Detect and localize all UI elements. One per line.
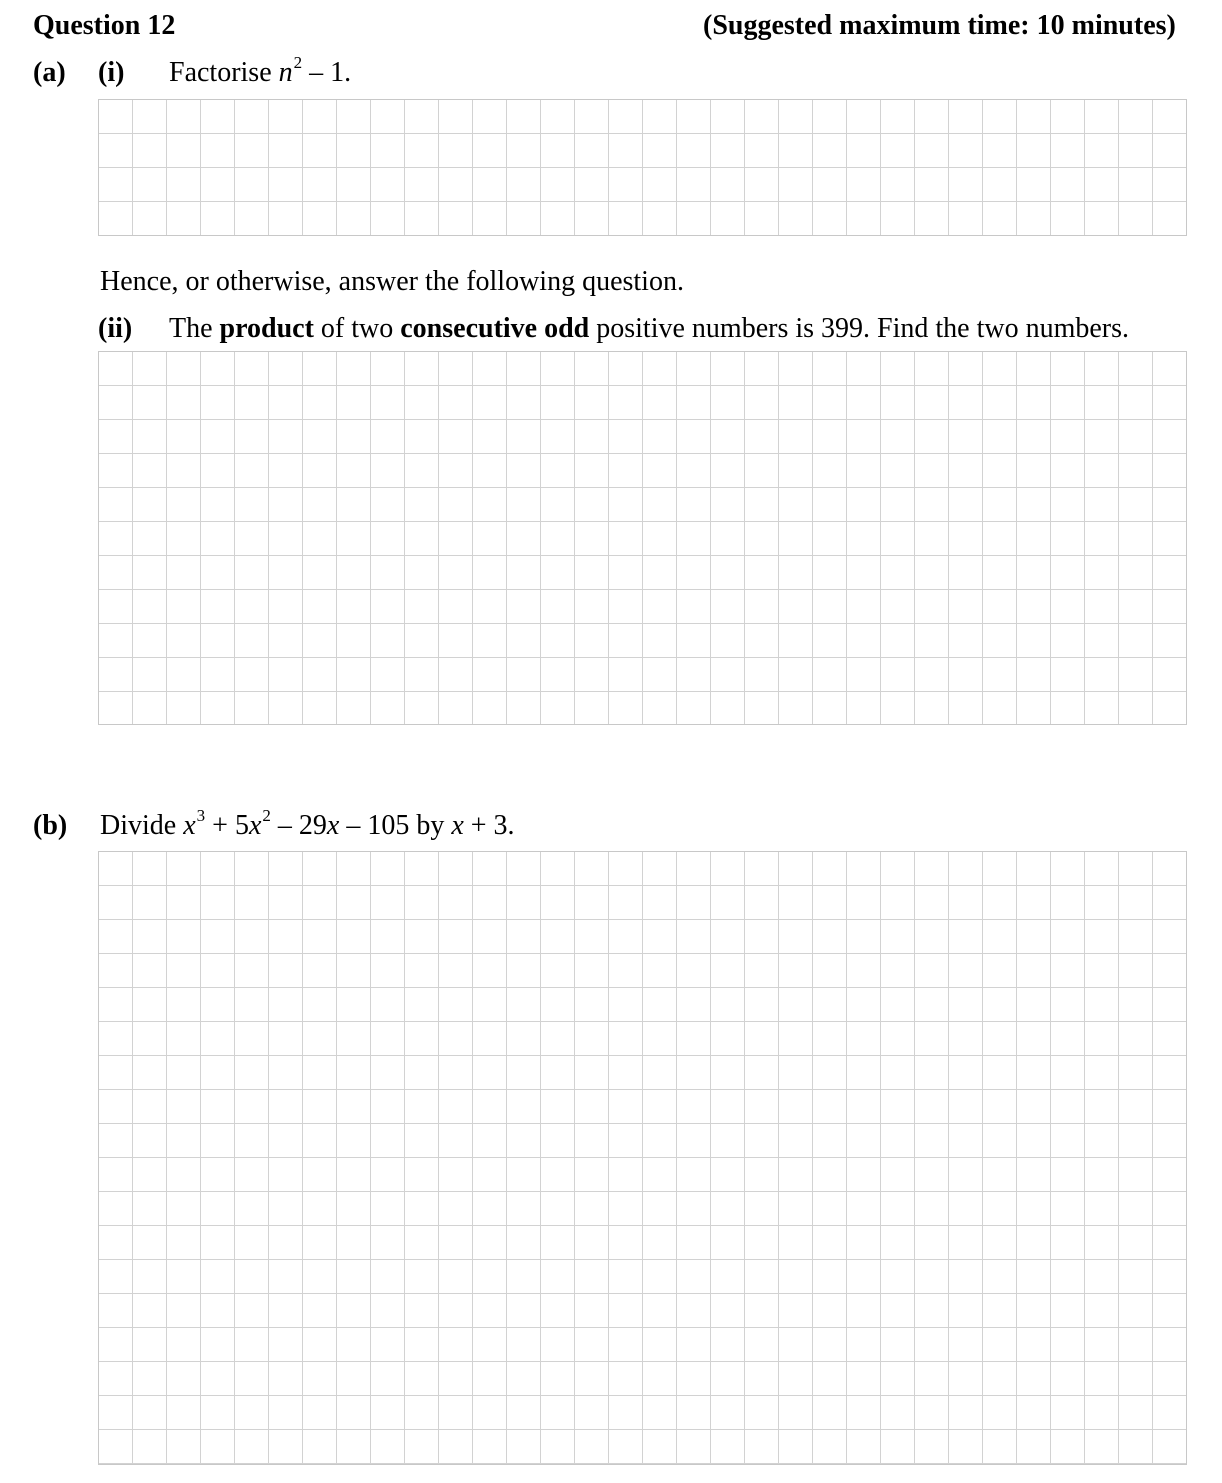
answer-grid-a-ii[interactable]: [98, 351, 1187, 725]
question-title: Question 12: [33, 10, 176, 41]
part-b-question: [100, 806, 515, 845]
exp-2b: 2: [262, 806, 271, 825]
sub-i-tail: – 1.: [309, 57, 352, 88]
sub-i-prefix: Factorise: [169, 57, 272, 88]
sub-i-label: (i): [98, 57, 125, 88]
var-x4: x: [451, 810, 464, 841]
sub-i-question: [169, 53, 352, 92]
var-x2: x: [248, 810, 262, 841]
time-note: (Suggested maximum time: 10 minutes): [703, 10, 1176, 41]
part-a-label: (a): [33, 57, 66, 88]
sub-ii-t3: positive numbers is 399. Find the two numbers.: [596, 313, 1130, 344]
answer-grid-b[interactable]: [98, 851, 1187, 1465]
sub-ii-question: [169, 313, 1129, 345]
part-b-label: (b): [33, 810, 68, 841]
sub-ii-t1: The: [169, 313, 213, 344]
term-p3: – 105 by: [346, 810, 445, 841]
sub-ii-t2: of two: [320, 313, 394, 344]
term-p1: + 5: [212, 810, 249, 841]
sub-ii-label: (ii): [98, 313, 133, 344]
hence-text: Hence, or otherwise, answer the following question.: [100, 266, 684, 297]
part-b-prefix: Divide: [100, 810, 177, 841]
var-x3: x: [326, 810, 340, 841]
sub-ii-b2: consecutive odd: [400, 313, 590, 344]
exp-3: 3: [196, 806, 206, 825]
exp-2: 2: [293, 53, 303, 72]
term-p4: + 3.: [470, 810, 515, 841]
term-p2: – 29: [277, 810, 327, 841]
sub-ii-b1: product: [219, 313, 314, 344]
var-n: n: [278, 57, 293, 88]
var-x1: x: [183, 810, 196, 841]
answer-grid-a-i[interactable]: [98, 99, 1187, 236]
